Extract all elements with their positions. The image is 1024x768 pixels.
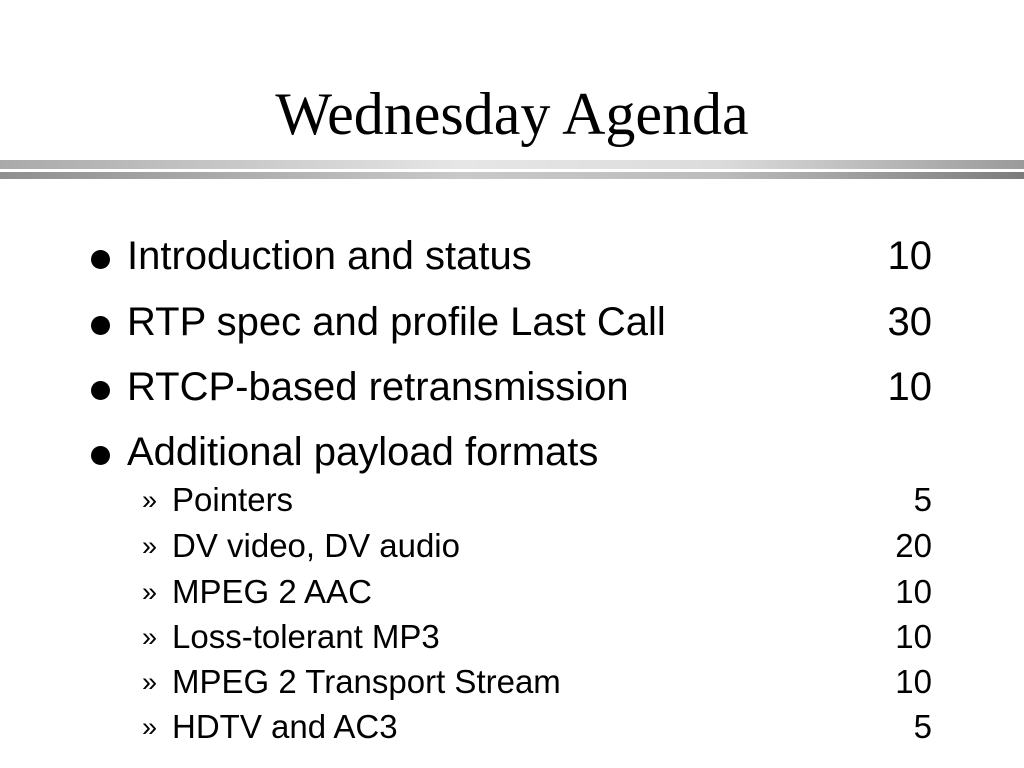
agenda-subitem-minutes: 10 <box>895 618 932 655</box>
bullet-icon <box>90 298 114 346</box>
agenda-item-label: RTCP-based retransmission <box>127 365 629 409</box>
agenda-item <box>0 363 1024 411</box>
agenda-subitem <box>0 480 1024 520</box>
agenda-item <box>0 232 1024 280</box>
agenda-item-minutes: 30 <box>887 300 932 344</box>
bullet-icon <box>90 232 114 280</box>
agenda-subitem-label: Loss-tolerant MP3 <box>172 618 440 655</box>
bullet-icon <box>90 363 114 411</box>
agenda-item-minutes: 10 <box>887 234 932 278</box>
agenda-subitem-label: DV video, DV audio <box>172 527 460 564</box>
agenda-item-label: Introduction and status <box>127 234 532 278</box>
sub-bullet-icon: » <box>142 485 158 515</box>
sub-bullet-icon: » <box>142 531 158 561</box>
agenda-item-label: RTP spec and profile Last Call <box>127 300 666 344</box>
sub-bullet-icon: » <box>142 577 158 607</box>
agenda-subitem <box>0 572 1024 612</box>
agenda-subitem-label: HDTV and AC3 <box>172 708 398 745</box>
agenda-subitem-label: MPEG 2 AAC <box>172 573 372 610</box>
agenda-item-minutes: 10 <box>887 365 932 409</box>
agenda-item <box>0 298 1024 346</box>
slide-title: Wednesday Agenda <box>275 81 749 147</box>
agenda-item-label: Additional payload formats <box>127 430 599 474</box>
agenda-subitem <box>0 526 1024 566</box>
agenda-subitem-label: MPEG 2 Transport Stream <box>172 663 561 700</box>
agenda-item <box>0 428 1024 476</box>
agenda-subitem-minutes: 5 <box>913 481 932 518</box>
agenda-subitem <box>0 707 1024 747</box>
sub-bullet-icon: » <box>142 712 158 742</box>
bullet-icon <box>90 428 114 476</box>
agenda-subitem-label: Pointers <box>172 481 294 518</box>
agenda-subitem-minutes: 20 <box>895 527 932 564</box>
sub-bullet-icon: » <box>142 622 158 652</box>
agenda-subitem <box>0 662 1024 702</box>
agenda-subitem-minutes: 10 <box>895 663 932 700</box>
agenda-subitem-minutes: 5 <box>913 708 932 745</box>
sub-bullet-icon: » <box>142 667 158 697</box>
agenda-subitem <box>0 617 1024 657</box>
agenda-subitem-minutes: 10 <box>895 573 932 610</box>
